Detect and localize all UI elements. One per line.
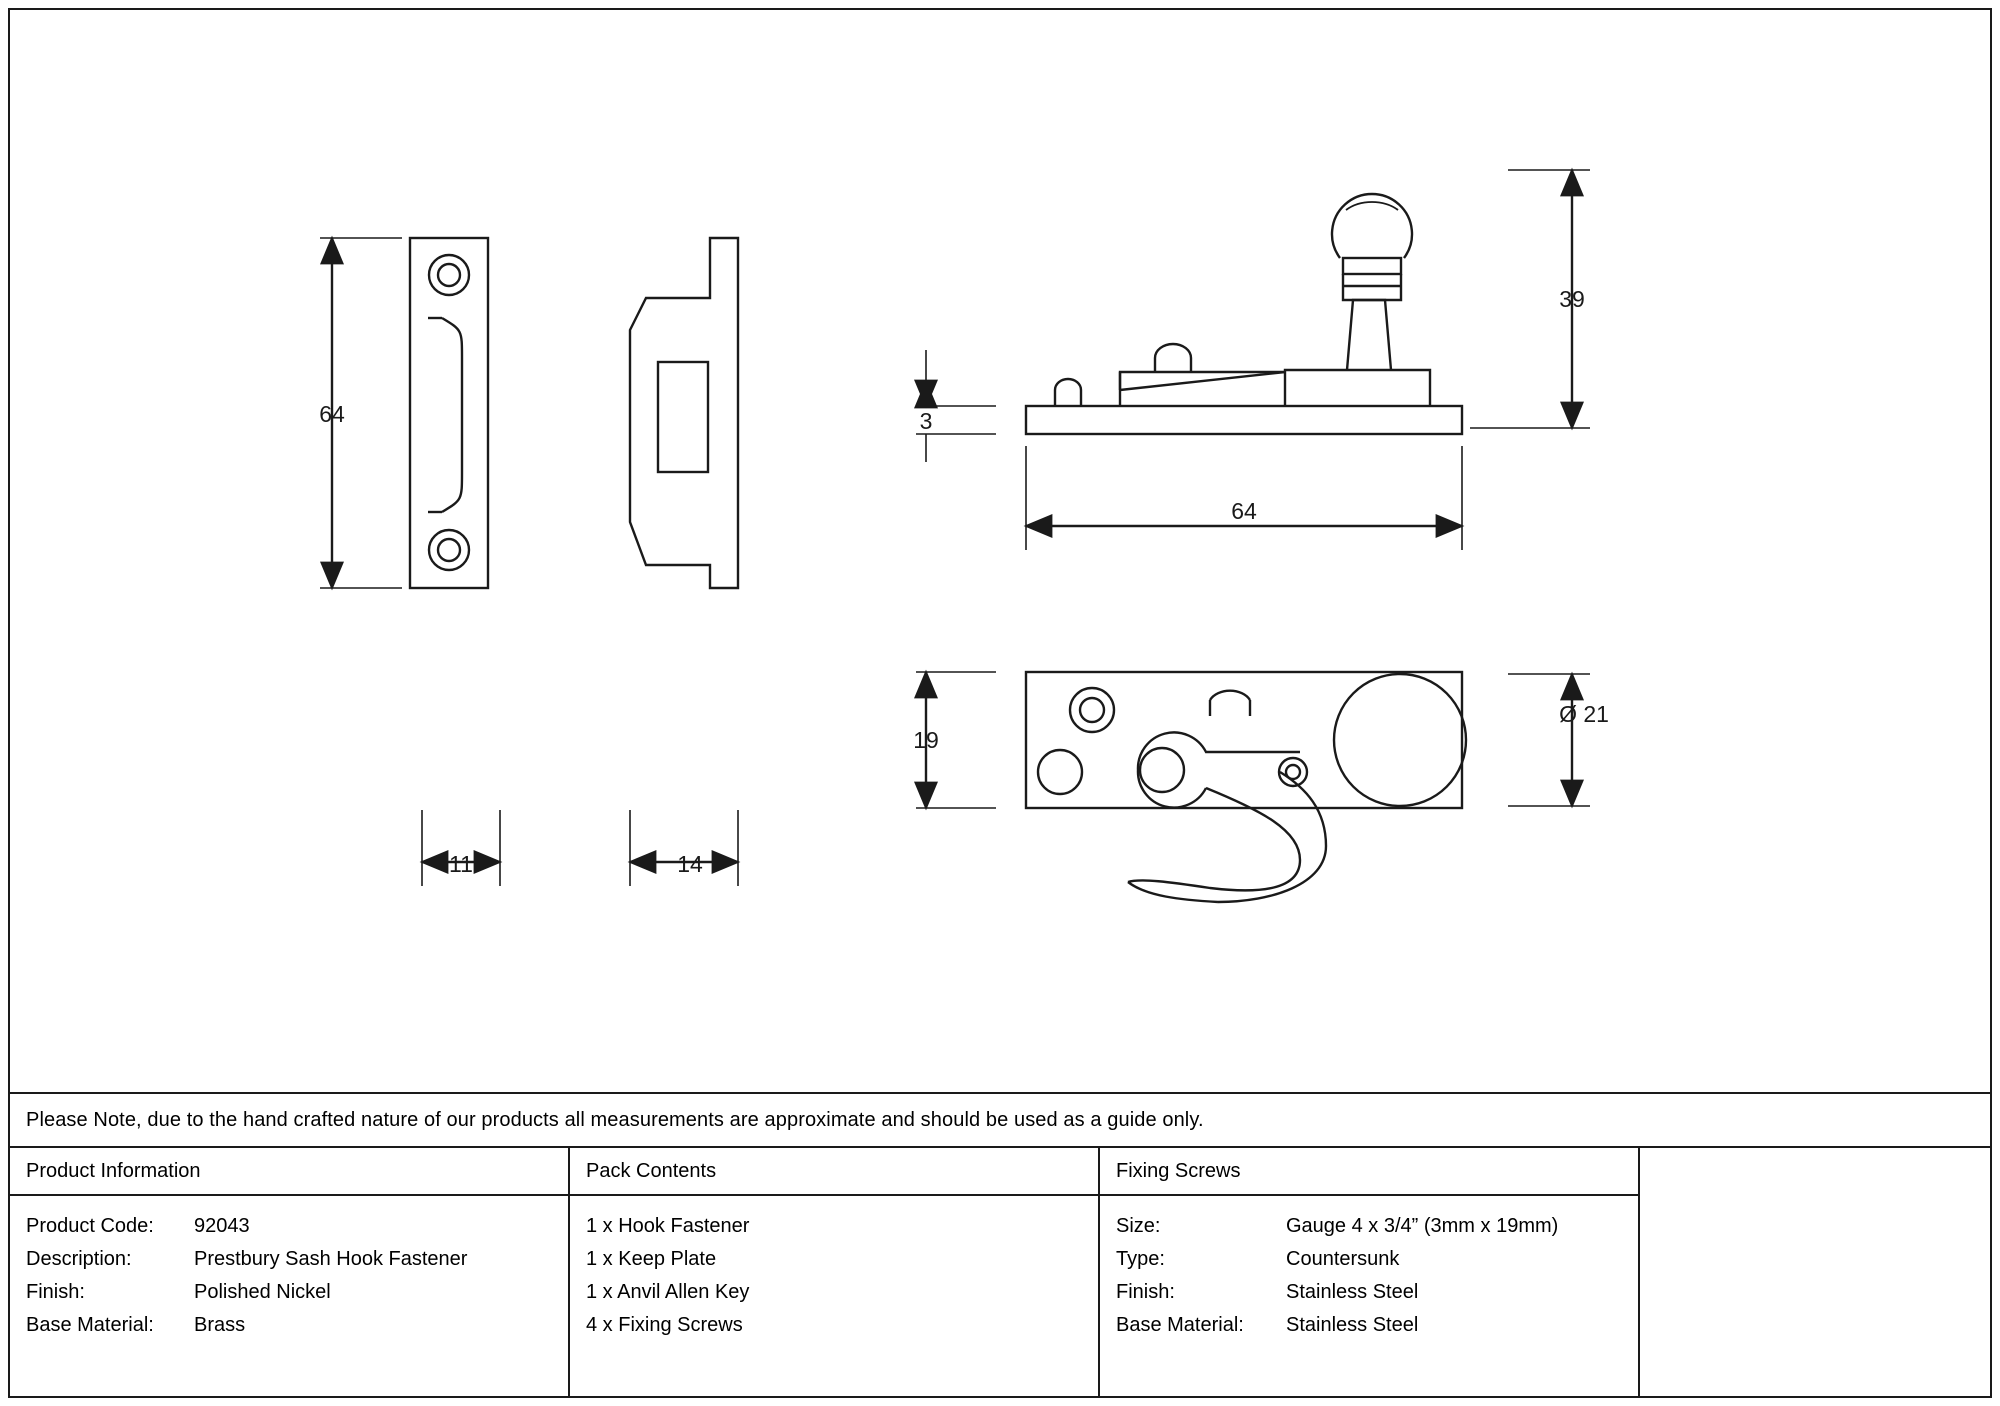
dimension-label-knob-height: 39 xyxy=(1559,286,1585,312)
product-information-body xyxy=(10,1196,568,1342)
product-code-value: 92043 xyxy=(194,1215,250,1237)
fixing-screws-row xyxy=(1116,1210,1638,1243)
dimension-label-body-thickness: 3 xyxy=(919,408,933,434)
base-material-value: Brass xyxy=(194,1314,246,1336)
fastener-plan-view xyxy=(1026,672,1466,902)
drawing-area xyxy=(10,10,1990,1095)
screw-type-label: Type: xyxy=(1116,1248,1165,1270)
fixing-screws-row xyxy=(1116,1309,1638,1342)
product-info-row xyxy=(26,1243,568,1276)
product-drawing xyxy=(10,10,1990,1095)
dimension-label-keep-width: 11 xyxy=(449,851,473,877)
info-table xyxy=(10,1148,1990,1396)
screw-base-material-label: Base Material: xyxy=(1116,1314,1244,1336)
product-information-title: Product Information xyxy=(10,1148,568,1196)
screw-finish-label: Finish: xyxy=(1116,1281,1175,1303)
blank-column xyxy=(1640,1148,1988,1396)
dimension-knob-diameter xyxy=(1508,674,1590,806)
screw-size-value: Gauge 4 x 3/4” (3mm x 19mm) xyxy=(1286,1215,1559,1237)
screw-base-material-value: Stainless Steel xyxy=(1286,1314,1419,1336)
pack-contents-item: 1 x Keep Plate xyxy=(586,1248,717,1270)
pack-contents-column xyxy=(570,1148,1100,1396)
finish-label: Finish: xyxy=(26,1281,85,1303)
pack-contents-title: Pack Contents xyxy=(570,1148,1098,1196)
dimension-body-thickness xyxy=(916,350,996,462)
finish-value: Polished Nickel xyxy=(194,1281,331,1303)
fastener-side-elevation xyxy=(1026,194,1462,434)
fixing-screws-body xyxy=(1100,1196,1638,1342)
description-value: Prestbury Sash Hook Fastener xyxy=(194,1248,468,1270)
note-text: Please Note, due to the hand crafted nature of our products all measurements are approximate and should be used as a guide only. xyxy=(26,1108,1204,1131)
pack-contents-item: 4 x Fixing Screws xyxy=(586,1314,743,1336)
dimension-label-knob-diameter: Ø 21 xyxy=(1559,701,1609,727)
product-info-row xyxy=(26,1276,568,1309)
product-information-column xyxy=(10,1148,570,1396)
dimension-label-body-length: 64 xyxy=(1231,498,1257,524)
keep-plate-side-view xyxy=(630,238,738,588)
dimension-label-keep-side-width: 14 xyxy=(677,851,703,877)
note-row xyxy=(10,1092,1990,1148)
fixing-screws-column xyxy=(1100,1148,1640,1396)
screw-type-value: Countersunk xyxy=(1286,1248,1400,1270)
base-material-label: Base Material: xyxy=(26,1314,154,1336)
fixing-screws-title: Fixing Screws xyxy=(1100,1148,1638,1196)
product-info-row xyxy=(26,1210,568,1243)
screw-size-label: Size: xyxy=(1116,1215,1161,1237)
fixing-screws-row xyxy=(1116,1276,1638,1309)
dimension-label-keep-height: 64 xyxy=(319,401,345,427)
product-info-row xyxy=(26,1309,568,1342)
screw-finish-value: Stainless Steel xyxy=(1286,1281,1419,1303)
keep-plate-front-view xyxy=(410,238,488,588)
pack-contents-body xyxy=(570,1196,1098,1342)
product-code-label: Product Code: xyxy=(26,1215,154,1237)
pack-contents-item: 1 x Hook Fastener xyxy=(586,1215,750,1237)
dimension-label-plate-width: 19 xyxy=(913,727,939,753)
fixing-screws-row xyxy=(1116,1243,1638,1276)
pack-contents-item: 1 x Anvil Allen Key xyxy=(586,1281,750,1303)
description-label: Description: xyxy=(26,1248,132,1270)
